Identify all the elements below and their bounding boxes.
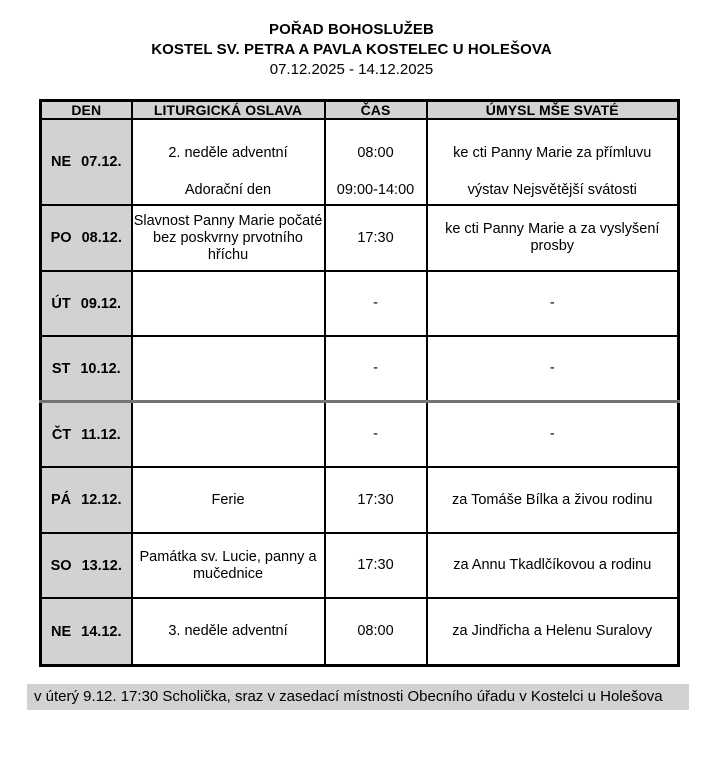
day-cell <box>41 467 132 533</box>
intention-cell: za Jindřicha a Helenu Suralovy <box>427 598 679 666</box>
time-cell: 08:00 <box>325 598 427 666</box>
page-subtitle: KOSTEL SV. PETRA A PAVLA KOSTELEC U HOLEŠOVA <box>151 41 552 58</box>
day-cell <box>41 533 132 598</box>
table-row-ct-1112 <box>41 402 679 468</box>
day-cell <box>41 402 132 468</box>
day-date: 13.12. <box>81 557 122 574</box>
day-abbrev: ÚT <box>51 295 71 312</box>
day-abbrev: ČT <box>51 426 72 443</box>
page-title: POŘAD BOHOSLUŽEB <box>269 21 434 38</box>
intention-line-1: ke cti Panny Marie za přímluvu <box>453 145 652 161</box>
column-header-den: DEN <box>41 101 132 120</box>
intention-cell: - <box>427 402 679 468</box>
day-abbrev: PÁ <box>51 492 72 508</box>
celebration-cell: Slavnost Panny Marie počaté bez poskvrny prvotního hříchu <box>132 205 325 271</box>
day-cell <box>41 205 132 271</box>
date-range: 07.12.2025 - 14.12.2025 <box>269 61 434 78</box>
intention-cell <box>427 119 679 205</box>
day-date: 07.12. <box>81 154 122 170</box>
table-row-so-1312 <box>41 533 679 598</box>
table-row-pa-1212 <box>41 467 679 533</box>
table-row-ne-1412 <box>41 598 679 666</box>
document-header <box>0 0 703 80</box>
intention-cell: - <box>427 336 679 402</box>
celebration-cell: Ferie <box>132 467 325 533</box>
day-abbrev: ST <box>51 360 71 377</box>
day-abbrev: PO <box>50 230 72 246</box>
day-cell <box>41 271 132 336</box>
footer-note: v úterý 9.12. 17:30 Scholička, sraz v zasedací místnosti Obecního úřadu v Kostelci u Holešova <box>27 684 689 710</box>
day-abbrev: NE <box>51 623 72 640</box>
day-date: 10.12. <box>80 360 121 377</box>
celebration-cell: 3. neděle adventní <box>132 598 325 666</box>
day-abbrev: NE <box>51 154 72 170</box>
intention-cell: - <box>427 271 679 336</box>
time-cell: - <box>325 402 427 468</box>
schedule-table <box>39 99 680 667</box>
table-header-row <box>41 101 679 120</box>
day-date: 14.12. <box>81 623 122 640</box>
table-row-ut-0912 <box>41 271 679 336</box>
time-cell <box>325 119 427 205</box>
table-row-ne-0712 <box>41 119 679 205</box>
column-header-umysl: ÚMYSL MŠE SVATÉ <box>427 101 679 120</box>
celebration-cell: Památka sv. Lucie, panny a mučednice <box>132 533 325 598</box>
table-row-st-1012 <box>41 336 679 402</box>
intention-cell: za Tomáše Bílka a živou rodinu <box>427 467 679 533</box>
day-date: 12.12. <box>81 492 122 508</box>
time-line-2: 09:00-14:00 <box>336 182 415 198</box>
intention-line-2: výstav Nejsvětější svátosti <box>467 182 637 198</box>
table-row-po-0812 <box>41 205 679 271</box>
celebration-cell <box>132 271 325 336</box>
day-date: 11.12. <box>81 426 121 443</box>
day-abbrev: SO <box>50 557 72 574</box>
time-line-1: 08:00 <box>357 145 394 161</box>
day-date: 09.12. <box>80 295 122 312</box>
celebration-cell <box>132 402 325 468</box>
column-header-oslava: LITURGICKÁ OSLAVA <box>132 101 325 120</box>
time-cell: 17:30 <box>325 467 427 533</box>
celebration-cell <box>132 119 325 205</box>
celebration-line-2: Adorační den <box>184 182 272 198</box>
intention-cell: ke cti Panny Marie a za vyslyšení prosby <box>427 205 679 271</box>
celebration-line-1: 2. neděle adventní <box>168 145 288 161</box>
day-cell <box>41 336 132 402</box>
day-cell <box>41 598 132 666</box>
time-cell: 17:30 <box>325 205 427 271</box>
intention-cell: za Annu Tkadlčíkovou a rodinu <box>427 533 679 598</box>
time-cell: - <box>325 271 427 336</box>
celebration-cell <box>132 336 325 402</box>
column-header-cas: ČAS <box>325 101 427 120</box>
time-cell: - <box>325 336 427 402</box>
time-cell: 17:30 <box>325 533 427 598</box>
day-cell <box>41 119 132 205</box>
day-date: 08.12. <box>81 230 122 246</box>
